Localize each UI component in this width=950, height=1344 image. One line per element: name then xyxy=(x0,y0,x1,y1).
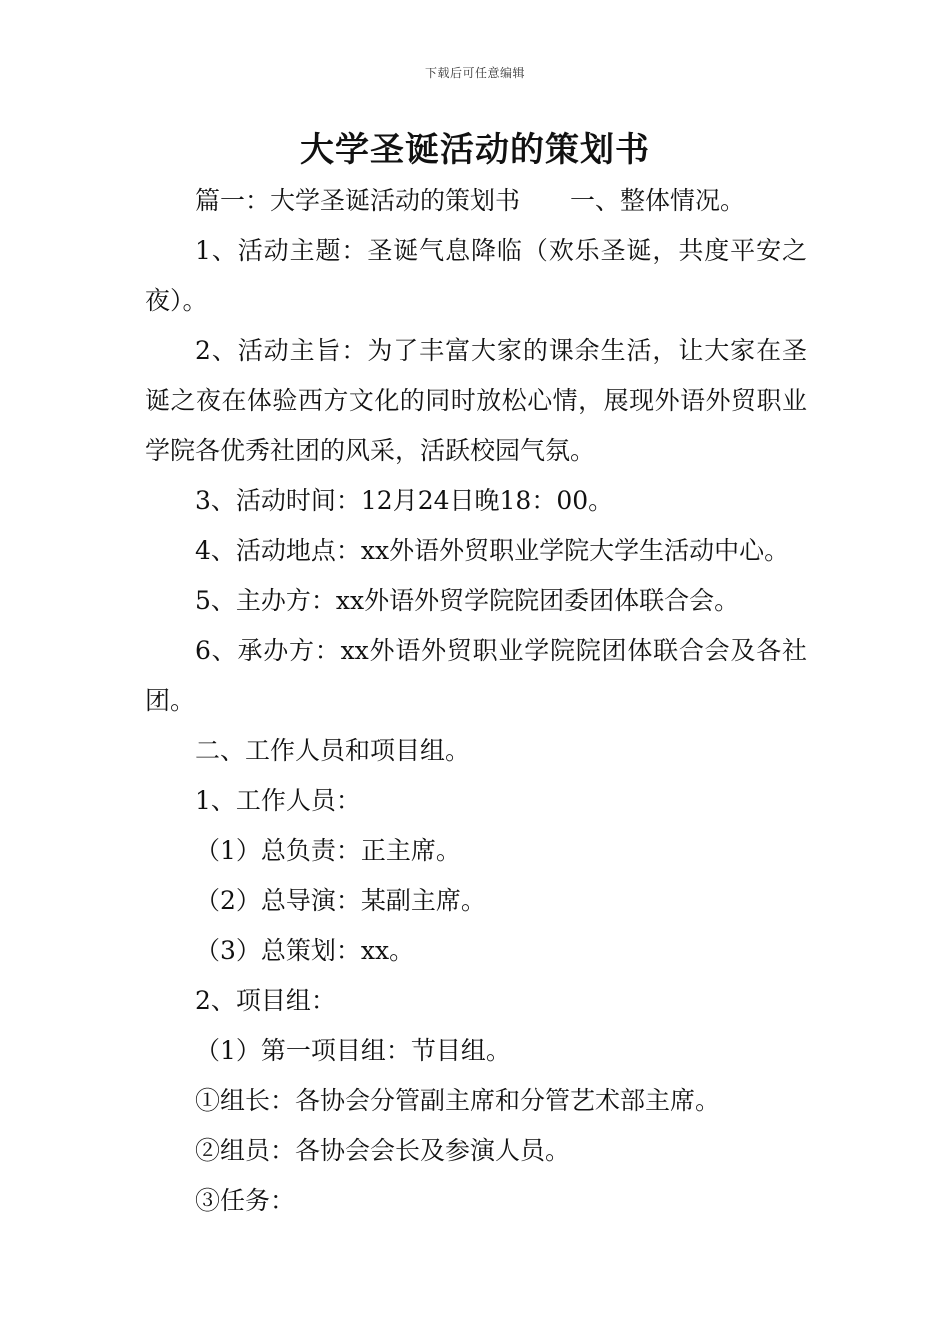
paragraph: （2）总导演：某副主席。 xyxy=(195,886,486,915)
paragraph: ③任务： xyxy=(195,1186,296,1215)
paragraph: 4、活动地点：xx外语外贸职业学院大学生活动中心。 xyxy=(195,536,790,565)
paragraph: 二、工作人员和项目组。 xyxy=(195,736,471,765)
paragraph: （1）总负责：正主席。 xyxy=(195,836,461,865)
paragraph: ②组员：各协会会长及参演人员。 xyxy=(195,1136,571,1165)
paragraph: （1）第一项目组：节目组。 xyxy=(195,1036,511,1065)
paragraph: 5、主办方：xx外语外贸学院院团委团体联合会。 xyxy=(195,586,740,615)
paragraph: 2、活动主旨：为了丰富大家的课余生活，让大家在圣诞之夜在体验西方文化的同时放松心情，展现外语外贸职业学院各优秀社团的风采，活跃校园气氛。 xyxy=(145,336,807,465)
paragraph: 6、承办方：xx外语外贸职业学院院团体联合会及各社团。 xyxy=(145,636,807,715)
paragraph: 篇一：大学圣诞活动的策划书 一、整体情况。 xyxy=(195,186,746,215)
paragraph: 1、工作人员： xyxy=(195,786,361,815)
document-title: 大学圣诞活动的策划书 xyxy=(300,130,650,170)
page-header-note: 下载后可任意编辑 xyxy=(424,66,525,80)
document-body xyxy=(145,176,807,1226)
paragraph: ①组长：各协会分管副主席和分管艺术部主席。 xyxy=(195,1086,721,1115)
paragraph: 2、项目组： xyxy=(195,986,336,1015)
paragraph: 3、活动时间：12月24日晚18：00。 xyxy=(195,486,614,515)
paragraph: 1、活动主题：圣诞气息降临（欢乐圣诞，共度平安之夜）。 xyxy=(145,236,807,315)
paragraph: （3）总策划：xx。 xyxy=(195,936,415,965)
